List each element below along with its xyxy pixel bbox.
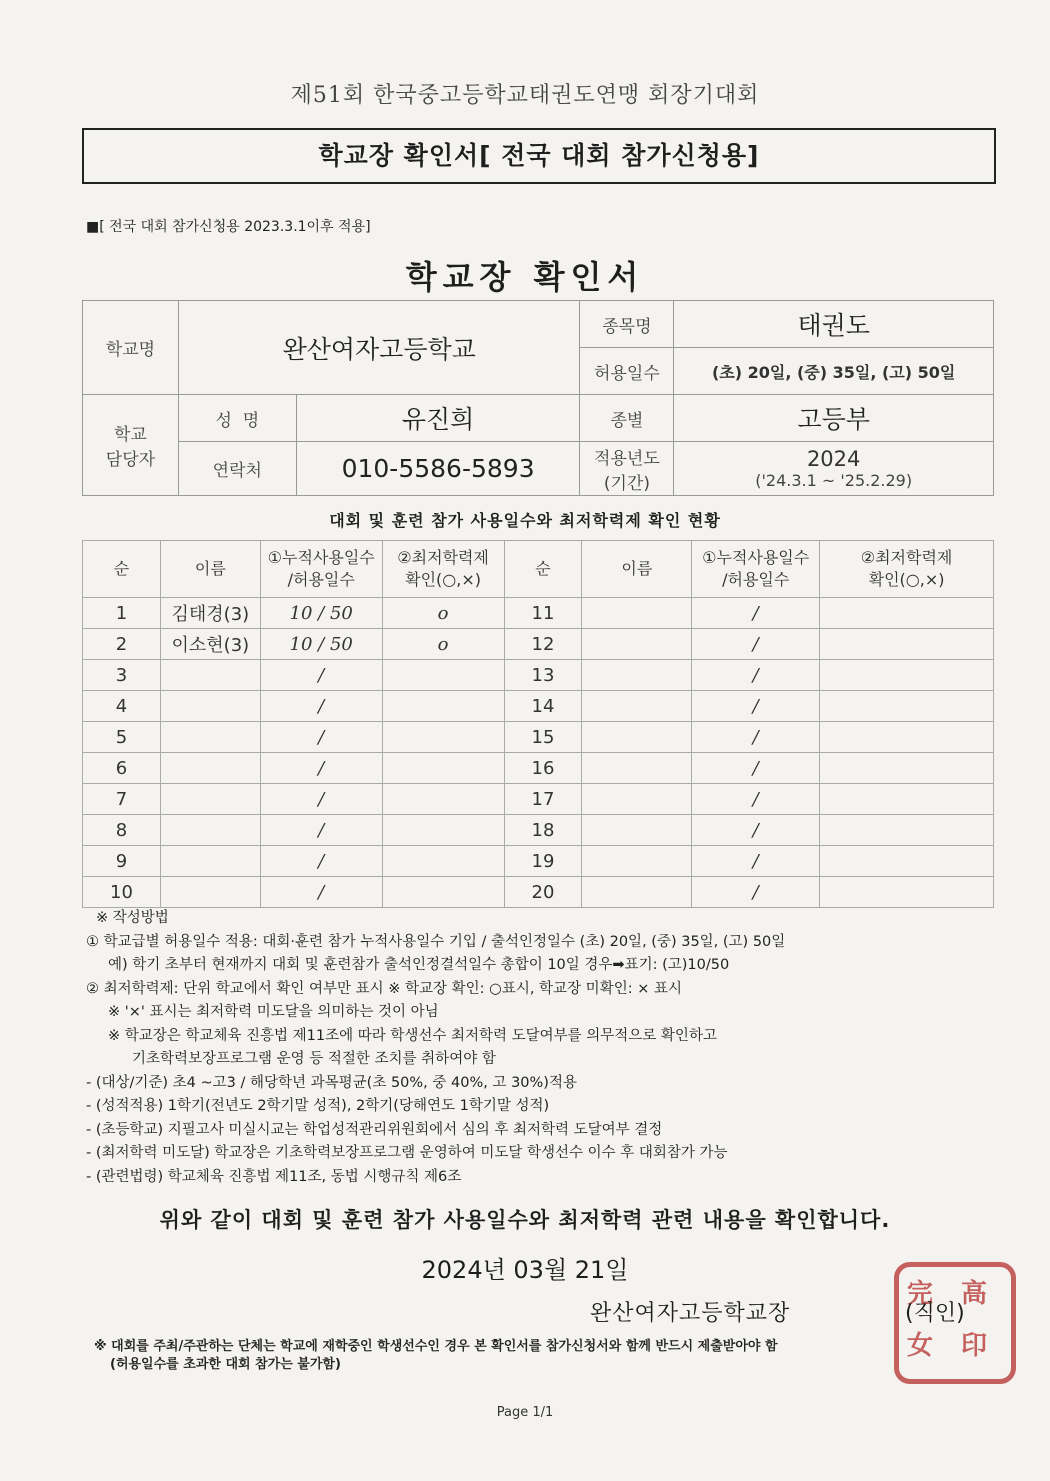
header-no: 순 (83, 541, 161, 598)
seal-glyph-4: 印 (961, 1331, 988, 1361)
row-check-right (820, 877, 994, 908)
header-name: 이름 (160, 541, 260, 598)
name-label (178, 395, 296, 442)
division-value: 고등부 (674, 395, 994, 442)
row-used-right: / (692, 691, 820, 722)
applicability-notice: ■[ 전국 대회 참가신청용 2023.3.1이후 적용] (86, 219, 371, 235)
row-no: 3 (83, 660, 161, 691)
row-check: o (382, 598, 504, 629)
row-name (160, 877, 260, 908)
year-label (580, 442, 674, 496)
row-check (382, 722, 504, 753)
instr-line-5: ※ 학교장은 학교체육 진흥법 제11조에 따라 학생선수 최저학력 도달여부를 의무적으로 확인하고 (108, 1027, 717, 1044)
instr-heading: ※ 작성방법 (96, 910, 169, 926)
principal-name: 완산여자고등학교장 (590, 1301, 791, 1326)
manager-label-line1: 학교 (114, 425, 147, 445)
row-used: / (260, 784, 382, 815)
instr-line-10: - (최저학력 미도달) 학교장은 기초학력보장프로그램 운영하여 미도달 학생선수 이수 후 대회참가 가능 (86, 1145, 728, 1161)
page-number: Page 1/1 (496, 1405, 554, 1420)
row-used-right: / (692, 660, 820, 691)
table-row (83, 877, 994, 908)
row-no-right: 18 (504, 815, 582, 846)
row-name-right (582, 629, 692, 660)
row-no-right: 20 (504, 877, 582, 908)
row-no-right: 16 (504, 753, 582, 784)
header-used-line2: /허용일수 (287, 570, 355, 589)
table-row (83, 784, 994, 815)
row-no-right: 13 (504, 660, 582, 691)
row-name (160, 815, 260, 846)
document-title: 학교장 확인서 (405, 258, 645, 296)
seal-glyph-1: 完 (907, 1279, 934, 1309)
row-check (382, 815, 504, 846)
header-used-right (692, 541, 820, 598)
instructions (86, 907, 986, 1189)
footnote-line-2: (허용일수를 초과한 대회 참가는 불가함) (110, 1357, 341, 1372)
name-value: 유진희 (296, 395, 580, 442)
row-used-right: / (692, 722, 820, 753)
event-value: 태권도 (674, 301, 994, 348)
row-name (160, 753, 260, 784)
row-check-right (820, 598, 994, 629)
row-no: 7 (83, 784, 161, 815)
row-used: / (260, 846, 382, 877)
header-used-line1: ①누적사용일수 (267, 548, 375, 567)
row-used: / (260, 815, 382, 846)
row-used: / (260, 691, 382, 722)
row-used: / (260, 877, 382, 908)
row-check-right (820, 629, 994, 660)
row-no-right: 14 (504, 691, 582, 722)
contact-value: 010-5586-5893 (296, 442, 580, 496)
document-header: 제51회 한국중고등학교태권도연맹 회장기대회 (290, 83, 760, 108)
usage-table (82, 540, 994, 908)
title-box: 학교장 확인서[ 전국 대회 참가신청용] (82, 128, 996, 184)
row-check (382, 846, 504, 877)
year-label-line1: 적용년도 (594, 448, 660, 469)
seal-glyph-3: 女 (907, 1331, 934, 1361)
year-value: 2024 (806, 447, 861, 471)
table-row (83, 691, 994, 722)
row-used-right: / (692, 784, 820, 815)
footnote-line-1: ※ 대회를 주최/주관하는 단체는 학교에 재학중인 학생선수인 경우 본 확인서를 참가신청서와 함께 반드시 제출받아야 함 (94, 1339, 778, 1354)
row-check-right (820, 846, 994, 877)
row-no-right: 19 (504, 846, 582, 877)
row-name (160, 846, 260, 877)
row-used: / (260, 722, 382, 753)
table-row (83, 722, 994, 753)
row-name-right (582, 691, 692, 722)
header-name-right: 이름 (582, 541, 692, 598)
row-check (382, 660, 504, 691)
allowed-days-label: 허용일수 (580, 348, 674, 395)
row-name: 김태경(3) (160, 598, 260, 629)
row-check-right (820, 815, 994, 846)
header-grade-right-line2: 확인(○,×) (868, 570, 945, 589)
row-name-right (582, 753, 692, 784)
row-no: 2 (83, 629, 161, 660)
table-row (83, 598, 994, 629)
table-row (83, 815, 994, 846)
row-name (160, 722, 260, 753)
row-check (382, 753, 504, 784)
row-name (160, 784, 260, 815)
header-grade-right-line1: ②최저학력제 (860, 548, 953, 567)
row-name: 이소현(3) (160, 629, 260, 660)
row-check-right (820, 784, 994, 815)
division-label: 종별 (580, 395, 674, 442)
event-label: 종목명 (580, 301, 674, 348)
row-used: / (260, 660, 382, 691)
row-check-right (820, 753, 994, 784)
row-check-right (820, 691, 994, 722)
instr-line-4: ※ '×' 표시는 최저학력 미도달을 의미하는 것이 아님 (108, 1004, 439, 1020)
year-period: ('24.3.1 ~ '25.2.29) (755, 471, 913, 490)
row-no: 4 (83, 691, 161, 722)
allowed-days-value: (초) 20일, (중) 35일, (고) 50일 (674, 348, 994, 395)
seal-label: (직인) (905, 1301, 965, 1326)
row-name-right (582, 784, 692, 815)
contact-label: 연락처 (178, 442, 296, 496)
row-no: 5 (83, 722, 161, 753)
manager-label-line2: 담당자 (105, 450, 156, 470)
row-used: / (260, 753, 382, 784)
row-no: 10 (83, 877, 161, 908)
header-used-right-line1: ①누적사용일수 (702, 548, 810, 567)
footnote (94, 1338, 994, 1374)
row-no: 9 (83, 846, 161, 877)
header-used-right-line2: /허용일수 (722, 570, 790, 589)
header-grade-line1: ②최저학력제 (397, 548, 489, 567)
school-info-table (82, 300, 994, 496)
row-no-right: 11 (504, 598, 582, 629)
row-check (382, 877, 504, 908)
row-used: 10 / 50 (260, 629, 382, 660)
row-used-right: / (692, 629, 820, 660)
row-no-right: 12 (504, 629, 582, 660)
row-name (160, 691, 260, 722)
row-check-right (820, 660, 994, 691)
year-label-line2: (기간) (603, 473, 650, 494)
confirmation-statement: 위와 같이 대회 및 훈련 참가 사용일수와 최저학력 관련 내용을 확인합니다. (159, 1208, 891, 1232)
header-grade (382, 541, 504, 598)
instr-line-11: - (관련법령) 학교체육 진흥법 제11조, 동법 시행규칙 제6조 (86, 1168, 462, 1185)
row-name-right (582, 722, 692, 753)
row-used-right: / (692, 598, 820, 629)
row-name-right (582, 877, 692, 908)
table-row (83, 846, 994, 877)
instr-line-3: ② 최저학력제: 단위 학교에서 확인 여부만 표시 ※ 학교장 확인: ○표시, 학교장 미확인: × 표시 (86, 980, 682, 997)
issue-date: 2024년 03월 21일 (421, 1256, 629, 1284)
instr-line-6: 기초학력보장프로그램 운영 등 적절한 조치를 취하여야 함 (132, 1051, 496, 1067)
instr-line-9: - (초등학교) 지필고사 미실시교는 학업성적관리위원회에서 심의 후 최저학력 도달여부 결정 (86, 1121, 663, 1138)
table-row (83, 660, 994, 691)
name-label-text: 성 명 (215, 410, 260, 431)
row-name (160, 660, 260, 691)
row-used-right: / (692, 815, 820, 846)
row-name-right (582, 815, 692, 846)
row-no: 1 (83, 598, 161, 629)
header-grade-line2: 확인(○,×) (405, 570, 481, 589)
row-check (382, 784, 504, 815)
row-no: 6 (83, 753, 161, 784)
row-used-right: / (692, 877, 820, 908)
row-no-right: 15 (504, 722, 582, 753)
header-no-right: 순 (504, 541, 582, 598)
school-value: 완산여자고등학교 (178, 301, 580, 395)
row-used: 10 / 50 (260, 598, 382, 629)
instr-line-7: - (대상/기준) 초4 ~고3 / 해당학년 과목평균(초 50%, 중 40%, 고 30%)적용 (86, 1074, 577, 1091)
header-grade-right (820, 541, 994, 598)
table-row (83, 753, 994, 784)
school-label: 학교명 (83, 301, 179, 395)
instr-line-8: - (성적적용) 1학기(전년도 2학기말 성적), 2학기(당해연도 1학기말 성적) (86, 1098, 550, 1114)
row-name-right (582, 598, 692, 629)
instr-line-2: 예) 학기 초부터 현재까지 대회 및 훈련참가 출석인정결석일수 총합이 10일 경우➡표기: (고)10/50 (108, 957, 730, 973)
row-check-right (820, 722, 994, 753)
row-no-right: 17 (504, 784, 582, 815)
manager-label (83, 395, 179, 496)
section-title: 대회 및 훈련 참가 사용일수와 최저학력제 확인 현황 (329, 511, 721, 530)
row-used-right: / (692, 846, 820, 877)
header-used (260, 541, 382, 598)
table-row (83, 629, 994, 660)
row-check (382, 691, 504, 722)
seal-glyph-2: 高 (961, 1279, 988, 1309)
row-check: o (382, 629, 504, 660)
year-cell (674, 442, 994, 496)
instr-line-1: ① 학교급별 허용일수 적용: 대회·훈련 참가 누적사용일수 기입 / 출석인정일수 (초) 20일, (중) 35일, (고) 50일 (86, 933, 786, 950)
row-no: 8 (83, 815, 161, 846)
row-name-right (582, 846, 692, 877)
row-name-right (582, 660, 692, 691)
row-used-right: / (692, 753, 820, 784)
